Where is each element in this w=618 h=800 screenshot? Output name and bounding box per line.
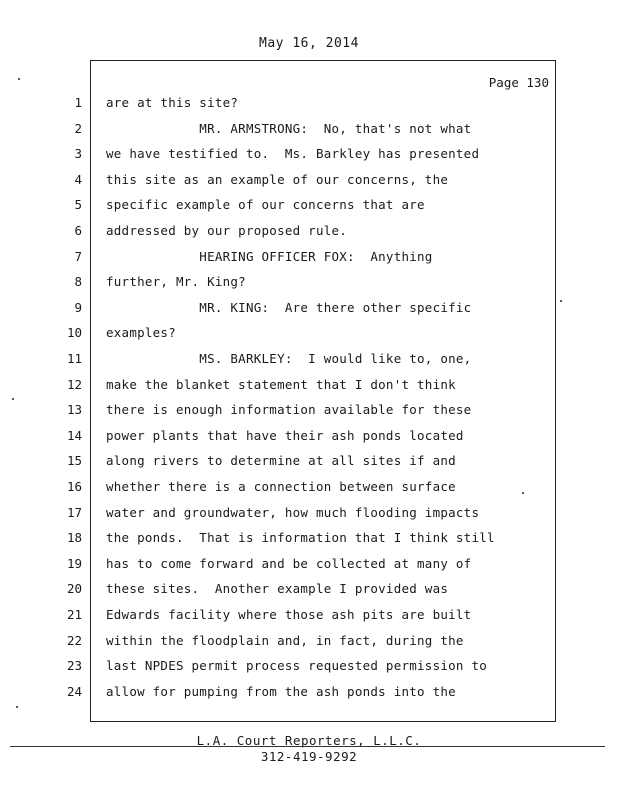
transcript-line-text: MR. KING: Are there other specific [106,300,472,315]
line-number: 16 [66,479,82,494]
line-number: 7 [74,249,82,264]
line-number: 21 [66,607,82,622]
line-number: 12 [66,377,82,392]
transcript-line-text: addressed by our proposed rule. [106,223,348,238]
transcript-line-text: allow for pumping from the ash ponds into the [106,684,456,699]
line-number: 15 [66,453,82,468]
scan-speck [522,492,524,494]
transcript-line-text: are at this site? [106,95,239,110]
line-number: 18 [66,530,82,545]
line-number: 3 [74,146,82,161]
scan-speck [560,300,562,302]
line-number: 24 [66,684,82,699]
transcript-line-text: within the floodplain and, in fact, during the [106,633,464,648]
transcript-line-text: make the blanket statement that I don't think [106,377,456,392]
transcript-line-text: specific example of our concerns that are [106,197,425,212]
court-reporter-name: L.A. Court Reporters, L.L.C. [196,733,422,748]
transcript-line-text: water and groundwater, how much flooding impacts [106,505,480,520]
line-number: 4 [74,172,82,187]
line-number: 5 [74,197,82,212]
transcript-line-text: HEARING OFFICER FOX: Anything [106,249,433,264]
line-number: 11 [66,351,82,366]
transcript-line-text: there is enough information available for these [106,402,472,417]
transcript-line-text: we have testified to. Ms. Barkley has presented [106,146,480,161]
transcript-line-text: examples? [106,325,176,340]
line-number: 17 [66,505,82,520]
line-number: 20 [66,581,82,596]
transcript-line-text: this site as an example of our concerns, the [106,172,449,187]
line-number: 10 [66,325,82,340]
transcript-line-text: these sites. Another example I provided was [106,581,449,596]
transcript-line-text: MR. ARMSTRONG: No, that's not what [106,121,472,136]
line-number: 14 [66,428,82,443]
line-number: 19 [66,556,82,571]
transcript-line-text: MS. BARKLEY: I would like to, one, [106,351,472,366]
transcript-line-text: Edwards facility where those ash pits are built [106,607,472,622]
transcript-line-text: has to come forward and be collected at many of [106,556,472,571]
line-number: 1 [74,95,82,110]
line-number: 22 [66,633,82,648]
line-number: 9 [74,300,82,315]
transcript-line-text: further, Mr. King? [106,274,246,289]
line-number: 23 [66,658,82,673]
transcript-line-text: power plants that have their ash ponds located [106,428,464,443]
transcript-line-text: whether there is a connection between surface [106,479,456,494]
court-reporter-phone: 312-419-9292 [260,749,358,764]
line-number: 13 [66,402,82,417]
scan-speck [18,78,20,80]
line-number: 6 [74,223,82,238]
scan-speck [16,706,18,708]
footer-divider [10,746,605,747]
transcript-date: May 16, 2014 [259,36,359,51]
transcript-line-text: the ponds. That is information that I think still [106,530,495,545]
scan-speck [12,398,14,400]
transcript-line-text: last NPDES permit process requested permission to [106,658,488,673]
transcript-line-text: along rivers to determine at all sites if and [106,453,456,468]
line-number: 2 [74,121,82,136]
line-number: 8 [74,274,82,289]
page-number: Page 130 [488,75,549,90]
